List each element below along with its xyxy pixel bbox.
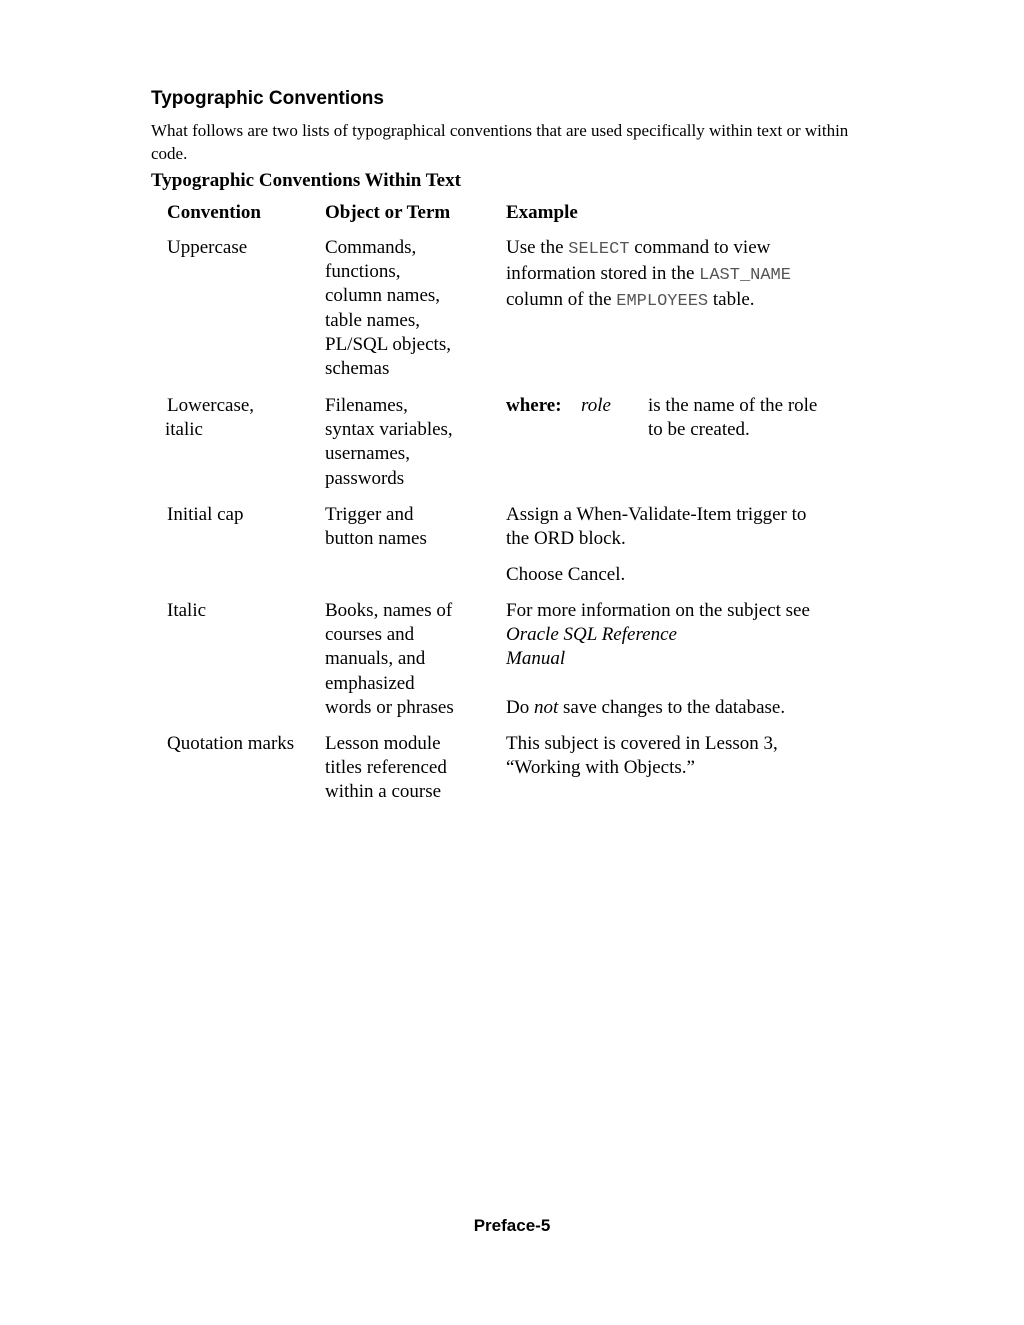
where-term: role — [581, 395, 611, 416]
book-title: Oracle SQL Reference — [506, 624, 677, 646]
row-italic-example: For more information on the subject see Oracle SQL Reference Manual — [506, 600, 810, 670]
code-employees: EMPLOYEES — [616, 292, 709, 312]
row-lowercase-object: Filenames, syntax variables, usernames, passwords — [325, 395, 453, 489]
column-header-example: Example — [506, 202, 578, 223]
subsection-title: Typographic Conventions Within Text — [151, 170, 461, 191]
emphasized-word: not — [533, 697, 559, 718]
row-uppercase-example: Use the SELECT command to view information stored in the LAST_NAME column of the EMPLOYEES table. — [506, 237, 791, 312]
row-italic-object: Books, names of courses and manuals, and emphasized words or phrases — [325, 600, 454, 718]
row-quotation-object: Lesson module titles referenced within a course — [325, 733, 447, 803]
row-lowercase-convention: Lowercase, italic — [165, 395, 255, 441]
column-header-convention: Convention — [167, 202, 261, 223]
row-quotation-convention: Quotation marks — [167, 733, 295, 754]
row-initialcap-example-extra: Choose Cancel. — [506, 564, 626, 585]
row-initialcap-example: Assign a When-Validate-Item trigger to the ORD block. — [506, 504, 807, 550]
column-header-object: Object or Term — [325, 202, 451, 223]
code-select: SELECT — [568, 240, 630, 259]
row-quotation-example: This subject is covered in Lesson 3, “Working with Objects.” — [506, 733, 778, 779]
row-initialcap-convention: Initial cap — [167, 504, 244, 525]
row-initialcap-object: Trigger and button names — [325, 504, 427, 550]
row-italic-convention: Italic — [167, 600, 207, 621]
row-italic-example-emphasis: Do not save changes to the database. — [506, 697, 786, 718]
section-title: Typographic Conventions — [151, 88, 384, 109]
code-last-name: LAST_NAME — [699, 266, 791, 286]
page-footer: Preface-5 — [473, 1216, 551, 1235]
intro-paragraph: What follows are two lists of typographical conventions that are used specifically within text or within code. — [151, 121, 849, 163]
row-uppercase-object: Commands, functions, column names, table names, PL/SQL objects, schemas — [325, 237, 451, 380]
where-description: is the name of the role to be created. — [648, 395, 818, 441]
where-label: where: — [506, 395, 562, 416]
row-uppercase-convention: Uppercase — [167, 237, 248, 258]
